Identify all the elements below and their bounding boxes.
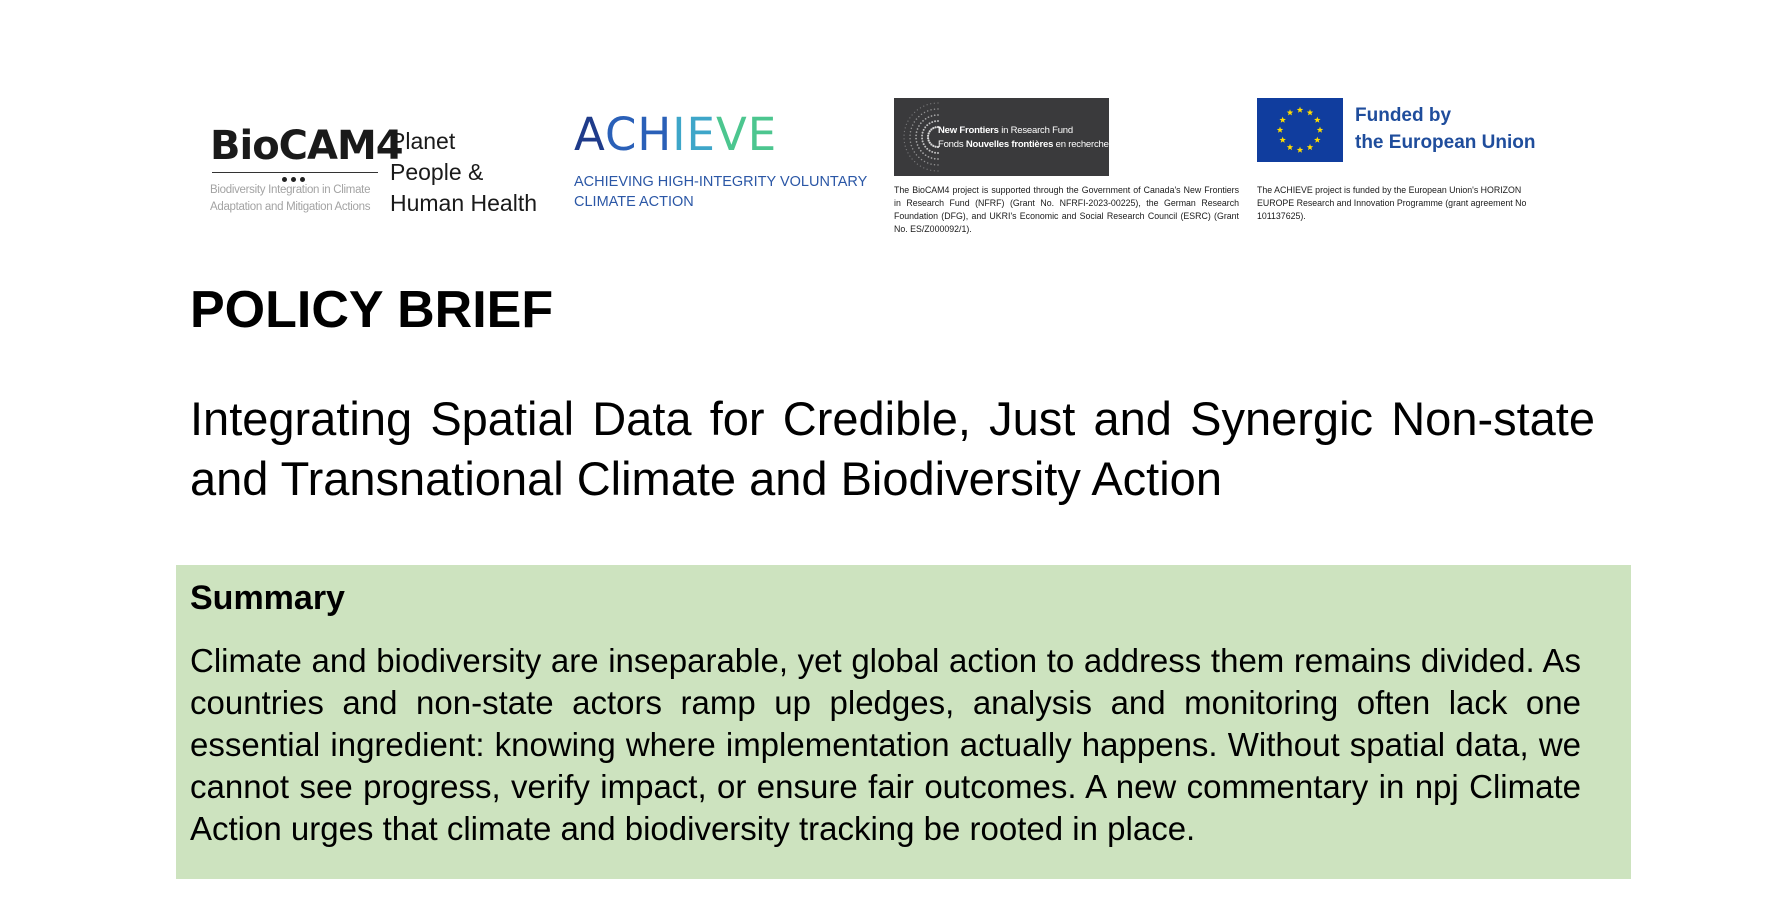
nfrf-burst-dot — [934, 114, 936, 116]
nfrf-burst-dot — [917, 163, 918, 164]
nfrf-burst-dot — [934, 152, 936, 154]
nfrf-burst-dot — [907, 152, 908, 153]
eu-star-icon — [1297, 147, 1303, 153]
nfrf-burst-dot — [911, 158, 912, 159]
nfrf-burst-icon — [898, 100, 942, 174]
nfrf-burst-dot — [922, 120, 924, 122]
nfrf-name-fr-rest: en recherche — [1053, 139, 1109, 150]
nfrf-burst-dot — [906, 124, 907, 125]
nfrf-burst-dot — [929, 142, 931, 144]
biocam4-subtitle-line: Biodiversity Integration in Climate — [210, 184, 371, 196]
nfrf-burst-dot — [921, 159, 922, 160]
nfrf-burst-dot — [926, 124, 928, 126]
biocam4-wordmark: BioCAM4 — [210, 123, 403, 169]
achieve-wordmark-letter: E — [747, 108, 778, 161]
nfrf-burst-dot — [932, 145, 934, 147]
document-type-heading: POLICY BRIEF — [190, 281, 554, 339]
nfrf-burst-dot — [905, 145, 906, 146]
nfrf-burst-dot — [927, 169, 928, 170]
nfrf-burst-dot — [934, 103, 935, 104]
nfrf-burst-dot — [930, 143, 932, 145]
eu-funded-label — [1355, 102, 1536, 156]
nfrf-burst-dot — [929, 150, 931, 152]
nfrf-burst-dot — [927, 135, 929, 137]
nfrf-burst-dot — [918, 116, 919, 117]
nfrf-burst-dot — [909, 155, 910, 156]
nfrf-burst-dot — [904, 142, 905, 143]
nfrf-burst-dot — [914, 151, 915, 152]
eu-star-icon — [1314, 117, 1320, 123]
achieve-wordmark-letter: I — [672, 108, 687, 161]
nfrf-burst-dot — [928, 116, 930, 118]
document-title: Integrating Spatial Data for Credible, Just and Synergic Non-state and Transnational Climate and Biodiversity Action — [190, 392, 1595, 505]
eu-star-icon — [1297, 107, 1303, 113]
eu-star-icon — [1277, 127, 1283, 133]
nfrf-burst-dot — [931, 157, 933, 159]
nfrf-burst-dot — [934, 158, 936, 160]
nfrf-name-en-rest: in Research Fund — [998, 125, 1073, 136]
biocam4-tagline-line: Human Health — [390, 190, 538, 216]
nfrf-burst-dot — [930, 170, 931, 171]
nfrf-burst-dot — [934, 120, 936, 122]
biocam4-tagline-line: People & — [390, 159, 484, 185]
biocam4-dots-icon — [282, 169, 312, 177]
nfrf-burst-dot — [918, 157, 919, 158]
nfrf-name-fr-bold: Nouvelles frontières — [965, 139, 1054, 150]
nfrf-burst-dot — [931, 151, 933, 153]
nfrf-burst-dot — [937, 158, 939, 160]
nfrf-burst-dot — [930, 109, 931, 110]
nfrf-burst-dot — [929, 122, 931, 124]
nfrf-burst-dot — [935, 126, 937, 128]
nfrf-burst-dot — [935, 146, 937, 148]
nfrf-funding-caption: The BioCAM4 project is supported through the Government of Canada's New Frontiers in Research Fund (NFRF) (Grant No. NFRFI-2023-00225), the German Research Foundation (DFG), and UKRI's Economic and Social Research Council (ESRC) (Grant No. ES/Z000092/1). — [894, 185, 1239, 234]
nfrf-burst-dot — [923, 129, 925, 131]
nfrf-burst-dot — [930, 128, 932, 130]
eu-star-icon — [1307, 109, 1313, 115]
nfrf-burst-dot — [920, 122, 922, 124]
nfrf-burst-dot — [920, 150, 922, 152]
achieve-subtitle-line: CLIMATE ACTION — [574, 194, 694, 210]
nfrf-burst-dot — [924, 161, 925, 162]
nfrf-burst-dot — [928, 156, 930, 158]
nfrf-burst-dot — [937, 108, 938, 109]
summary-body: Climate and biodiversity are inseparable, yet global action to address them remains divided. As countries and non-state actors ramp up pledges, analysis and monitoring often lack one essential ingredient: knowing where implementation actually happens. Without spatial data, we cannot see progress, verify impact, or ensure fair outcomes. A new commentary in npj Climate Action urges that climate and biodiversity tracking be rooted in place. — [190, 642, 1581, 847]
nfrf-burst-dot — [920, 166, 921, 167]
nfrf-burst-dot — [923, 106, 924, 107]
biocam4-subtitle — [210, 182, 390, 216]
nfrf-burst-dot — [910, 131, 911, 132]
nfrf-name-fr — [938, 139, 1109, 150]
eu-star-icon — [1317, 127, 1323, 133]
achieve-wordmark-letter: A — [574, 108, 605, 161]
nfrf-burst-dot — [906, 149, 907, 150]
eu-star-icon — [1314, 137, 1320, 143]
nfrf-burst-dot — [929, 130, 931, 132]
nfrf-burst-dot — [937, 170, 938, 171]
nfrf-burst-dot — [915, 138, 917, 140]
nfrf-burst-dot — [934, 108, 935, 109]
nfrf-burst-dot — [920, 107, 921, 108]
nfrf-burst-dot — [937, 114, 939, 116]
biocam4-tagline — [390, 126, 537, 219]
nfrf-burst-dot — [922, 132, 924, 134]
nfrf-banner — [894, 98, 1109, 176]
achieve-wordmark-letter: E — [686, 108, 716, 161]
achieve-wordmark-letter: C — [605, 108, 638, 161]
nfrf-burst-dot — [934, 170, 935, 171]
eu-star-icon — [1287, 144, 1293, 150]
nfrf-burst-dot — [917, 128, 919, 130]
nfrf-burst-dot — [921, 138, 923, 140]
eu-star-icon — [1287, 109, 1293, 115]
nfrf-burst-dot — [934, 164, 935, 165]
nfrf-burst-dot — [916, 131, 918, 133]
nfrf-burst-dot — [904, 131, 905, 132]
eu-funded-label-line: the European Union — [1355, 132, 1536, 153]
nfrf-burst-dot — [917, 109, 918, 110]
eu-logo-block — [1257, 98, 1557, 228]
nfrf-burst-dot — [911, 145, 912, 146]
nfrf-burst-dot — [917, 144, 919, 146]
summary-heading: Summary — [190, 579, 345, 617]
eu-stars-icon — [1257, 98, 1343, 162]
nfrf-burst-dot — [927, 104, 928, 105]
nfrf-burst-dot — [930, 163, 931, 164]
nfrf-burst-dot — [918, 125, 920, 127]
nfrf-burst-dot — [926, 148, 928, 150]
nfrf-burst-dot — [915, 135, 917, 137]
summary-box — [176, 565, 1631, 879]
nfrf-burst-dot — [907, 120, 908, 121]
achieve-logo — [574, 110, 874, 220]
nfrf-burst-dot — [922, 152, 924, 154]
nfrf-burst-dot — [916, 118, 917, 119]
nfrf-burst-dot — [909, 135, 910, 136]
nfrf-burst-dot — [937, 164, 938, 165]
nfrf-burst-dot — [923, 167, 924, 168]
achieve-wordmark-letter: H — [637, 108, 673, 161]
nfrf-logo-block — [894, 98, 1239, 238]
eu-star-icon — [1279, 117, 1285, 123]
nfrf-burst-dot — [925, 154, 927, 156]
eu-star-icon — [1307, 144, 1313, 150]
nfrf-burst-dot — [922, 140, 924, 142]
nfrf-burst-dot — [923, 143, 925, 145]
nfrf-burst-dot — [912, 124, 913, 125]
eu-flag-icon — [1257, 98, 1343, 162]
nfrf-burst-dot — [924, 126, 926, 128]
nfrf-name-fr-start: Fonds — [938, 139, 966, 150]
eu-funding-caption: The ACHIEVE project is funded by the European Union's HORIZON EUROPE Research and Innovation Programme (grant agreement No 101137625). — [1257, 185, 1527, 221]
biocam4-subtitle-line: Adaptation and Mitigation Actions — [210, 201, 371, 213]
nfrf-burst-dot — [911, 114, 912, 115]
nfrf-burst-dot — [909, 117, 910, 118]
achieve-subtitle-line: ACHIEVING HIGH-INTEGRITY VOLUNTARY — [574, 174, 868, 190]
nfrf-burst-dot — [927, 162, 928, 163]
nfrf-burst-dot — [916, 141, 918, 143]
nfrf-name-en-bold: New Frontiers — [938, 125, 999, 136]
achieve-wordmark — [574, 110, 777, 160]
nfrf-burst-dot — [903, 135, 904, 136]
nfrf-burst-dot — [937, 120, 939, 122]
nfrf-burst-dot — [932, 127, 934, 129]
nfrf-burst-dot — [937, 102, 938, 103]
nfrf-burst-dot — [905, 127, 906, 128]
nfrf-burst-dot — [931, 115, 933, 117]
nfrf-burst-dot — [921, 114, 922, 115]
eu-star-icon — [1279, 137, 1285, 143]
biocam4-logo — [210, 124, 550, 224]
nfrf-burst-dot — [924, 146, 926, 148]
nfrf-burst-dot — [930, 103, 931, 104]
nfrf-burst-dot — [916, 154, 917, 155]
achieve-subtitle — [574, 172, 874, 212]
achieve-wordmark-letter: V — [715, 108, 748, 161]
nfrf-burst-dot — [918, 147, 920, 149]
nfrf-burst-dot — [909, 138, 910, 139]
nfrf-burst-dot — [912, 148, 913, 149]
nfrf-burst-dot — [910, 142, 911, 143]
nfrf-burst-dot — [911, 128, 912, 129]
nfrf-burst-dot — [914, 161, 915, 162]
nfrf-burst-dot — [903, 138, 904, 139]
logo-strip — [0, 0, 1770, 250]
biocam4-tagline-line: Planet — [390, 128, 456, 154]
eu-funded-label-line: Funded by — [1355, 105, 1452, 126]
nfrf-burst-dot — [914, 112, 915, 113]
nfrf-name-en — [938, 125, 1073, 136]
nfrf-burst-dot — [921, 135, 923, 137]
nfrf-burst-dot — [924, 112, 925, 113]
nfrf-burst-dot — [925, 118, 927, 120]
nfrf-burst-dot — [927, 110, 928, 111]
nfrf-burst-dot — [928, 139, 930, 141]
nfrf-burst-dot — [914, 121, 915, 122]
nfrf-burst-dot — [928, 132, 930, 134]
nfrf-burst-dot — [927, 137, 929, 139]
nfrf-burst-dot — [931, 121, 933, 123]
nfrf-burst-dot — [937, 152, 939, 154]
